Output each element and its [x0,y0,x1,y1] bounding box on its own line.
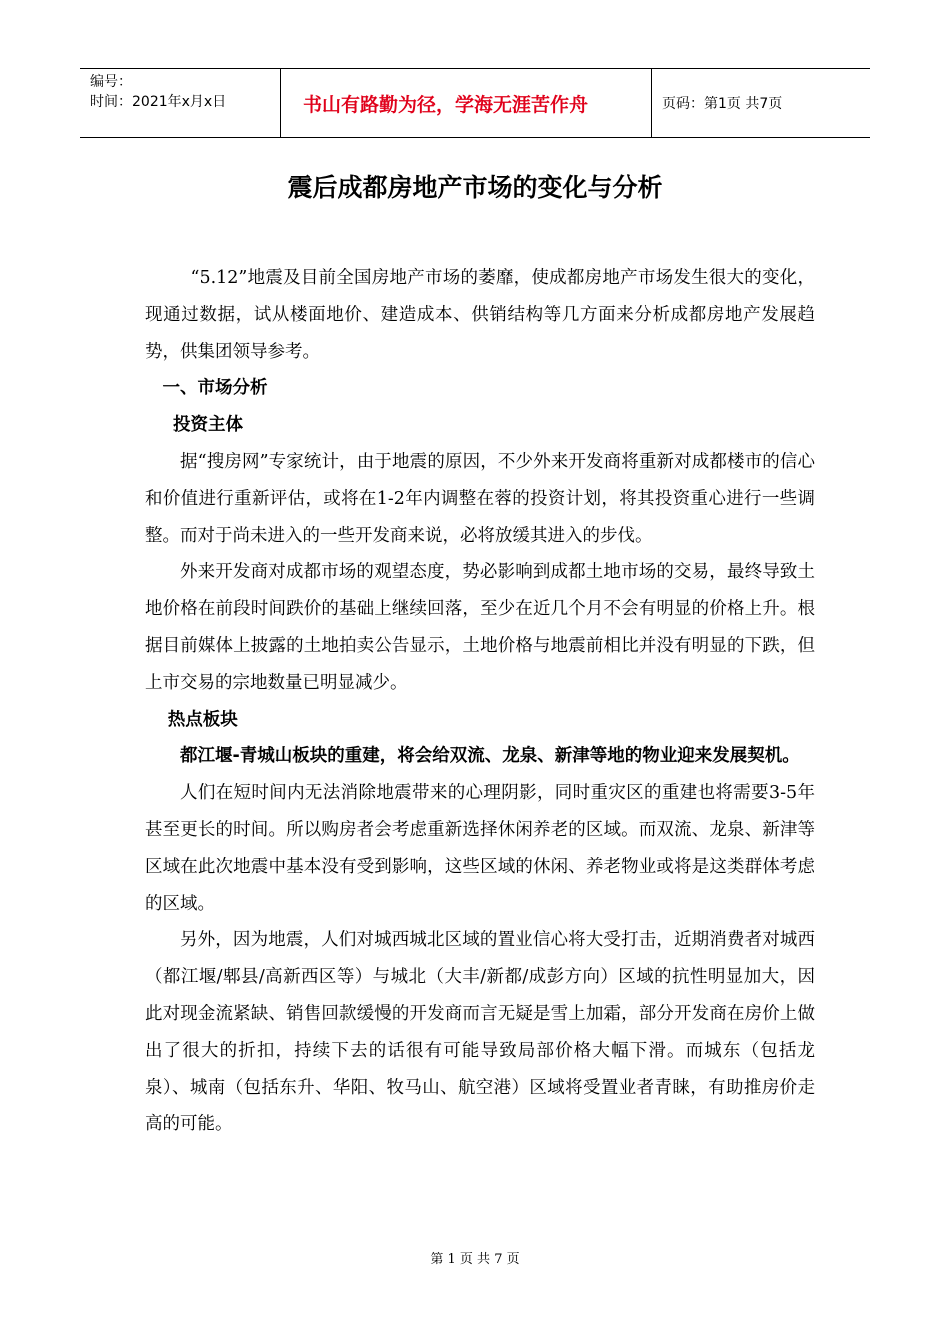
paragraph: 人们在短时间内无法消除地震带来的心理阴影，同时重灾区的重建也将需要3-5年甚至更长的时间。所以购房者会考虑重新选择休闲养老的区域。而双流、龙泉、新津等区域在此次地震中基本没有受到影响，这些区域的休闲、养老物业或将是这类群体考虑的区域。 [145,783,815,914]
bold-statement: 都江堰-青城山板块的重建，将会给双流、龙泉、新津等地的物业迎来发展契机。 [180,746,800,767]
paragraph: 另外，因为地震，人们对城西城北区域的置业信心将大受打击，近期消费者对城西（都江堰/郫县/高新西区等）与城北（大丰/新都/成彭方向）区域的抗性明显加大，因此对现金流紧缺、销售回款缓慢的开发商而言无疑是雪上加霜，部分开发商在房价上做出了很大的折扣，持续下去的话很有可能导致局部价格大幅下滑。而城东（包括龙泉）、城南（包括东升、华阳、牧马山、航空港）区域将受置业者青睐，有助推房价走高的可能。 [145,930,815,1135]
header-meta [80,69,280,137]
section-heading: 一、市场分析 [162,378,268,399]
header-slogan: 书山有路勤为径，学海无涯苦作舟 [280,69,652,137]
paragraph: 外来开发商对成都市场的观望态度，势必影响到成都土地市场的交易，最终导致土地价格在前段时间跌价的基础上继续回落，至少在近几个月不会有明显的价格上升。根据目前媒体上披露的土地拍卖公告显示，土地价格与地震前相比并没有明显的下跌，但上市交易的宗地数量已明显减少。 [145,562,815,693]
document-body [145,260,815,1143]
subheading-investment: 投资主体 [173,415,243,436]
paragraph: 据“搜房网”专家统计，由于地震的原因，不少外来开发商将重新对成都楼市的信心和价值进行重新评估，或将在1-2年内调整在蓉的投资计划，将其投资重心进行一些调整。而对于尚未进入的一些开发商来说，必将放缓其进入的步伐。 [145,451,815,546]
document-date: 时间：2021年x月x日 [90,94,227,110]
header-page-info: 页码：第1页 共7页 [662,96,783,112]
subheading-hotspot: 热点板块 [167,709,238,730]
document-title: 震后成都房地产市场的变化与分析 [287,173,663,202]
page-footer: 第 1 页 共 7 页 [430,1252,520,1267]
page-header [80,68,870,138]
document-number-label: 编号： [90,74,132,90]
intro-paragraph: “5.12”地震及目前全国房地产市场的萎靡，使成都房地产市场发生很大的变化，现通过数据，试从楼面地价、建造成本、供销结构等几方面来分析成都房地产发展趋势，供集团领导参考。 [145,268,815,362]
